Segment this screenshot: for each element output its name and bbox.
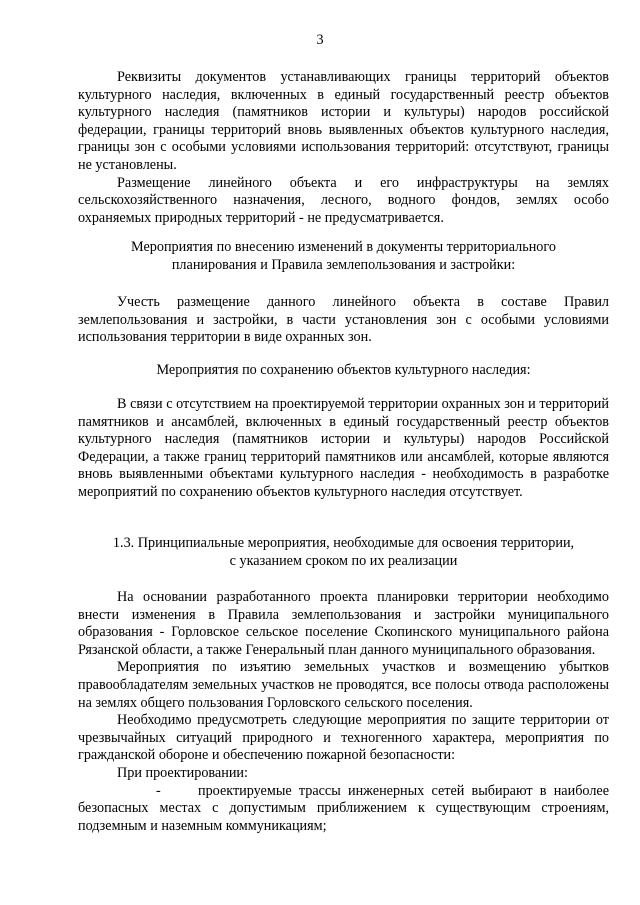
list-dash: - — [156, 782, 161, 799]
paragraph-placement: Размещение линейного объекта и его инфраструктуры на землях сельскохозяйственного назначения, лесного, водного фондов, землях особо охраняемых природных территорий - не предусматривается. — [78, 174, 609, 226]
list-item — [78, 783, 609, 836]
zoning-section — [78, 294, 609, 347]
paragraph-land-seizure: Мероприятия по изъятию земельных участков и возмещению убытков правообладателям земельных участков не проводятся, все полосы отвода расположены на землях общего пользования Горловского сельского поселения. — [78, 659, 609, 711]
heading-cultural-heritage — [78, 362, 609, 380]
paragraph-heritage: В связи с отсутствием на проектируемой территории охранных зон и территорий памятников и ансамблей, включенных в единый государственный реестр объектов культурного наследия (памятников истории и культуры) народов Российской Федерации, а также границ территорий памятников или ансамблей, которые являются вновь выявленными объектами культурного наследия - необходимость в разработке мероприятий по сохранению объектов культурного наследия отсутствует. — [78, 396, 609, 500]
paragraph-zoning: Учесть размещение данного линейного объекта в составе Правил землепользования и застройки, в части установления зон с особыми условиями использования территории в виде охранных зон. — [78, 294, 609, 346]
paragraph-requisites: Реквизиты документов устанавливающих границы территорий объектов культурного наследия, включенных в единый государственный реестр объектов культурного наследия (памятников истории и культуры) народов российской федерации, границы территорий вновь выявленных объектов культурного наследия, границы зон с особыми условиями использования территорий: отсутствуют, границы не установлены. — [78, 69, 609, 173]
paragraph-amendments: На основании разработанного проекта планировки территории необходимо внести изменения в Правила землепользования и застройки муниципального образования - Горловское сельское поселение Скопинского муниципального района Рязанской области, а также Генеральный план данного муниципального образования. — [78, 589, 609, 658]
heading-territorial-planning — [78, 239, 609, 274]
heritage-section — [78, 396, 609, 502]
heading-line: Мероприятия по внесению изменений в документы территориального — [131, 239, 556, 255]
heading-line: планирования и Правила землепользования и застройки: — [171, 256, 516, 273]
paragraph-design-intro: При проектировании: — [117, 764, 248, 781]
requisites-section — [78, 69, 609, 227]
heading-principal-measures — [78, 535, 609, 570]
heading-line: Мероприятия по сохранению объектов культурного наследия: — [156, 362, 531, 378]
paragraph-emergency: Необходимо предусмотреть следующие мероприятия по защите территории от чрезвычайных ситуаций природного и техногенного характера, мероприятия по гражданской обороне и обеспечению пожарной безопасности: — [78, 712, 609, 764]
measures-section — [78, 589, 609, 835]
heading-line: с указанием сроком по их реализации — [229, 552, 458, 569]
list-item-text: проектируемые трассы инженерных сетей выбирают в наиболее безопасных местах с допустимым приближением к существующим строениям, подземным и наземным коммуникациям; — [78, 782, 609, 834]
heading-line: 1.3. Принципиальные мероприятия, необходимые для освоения территории, — [112, 535, 575, 551]
page-number: 3 — [316, 32, 324, 48]
